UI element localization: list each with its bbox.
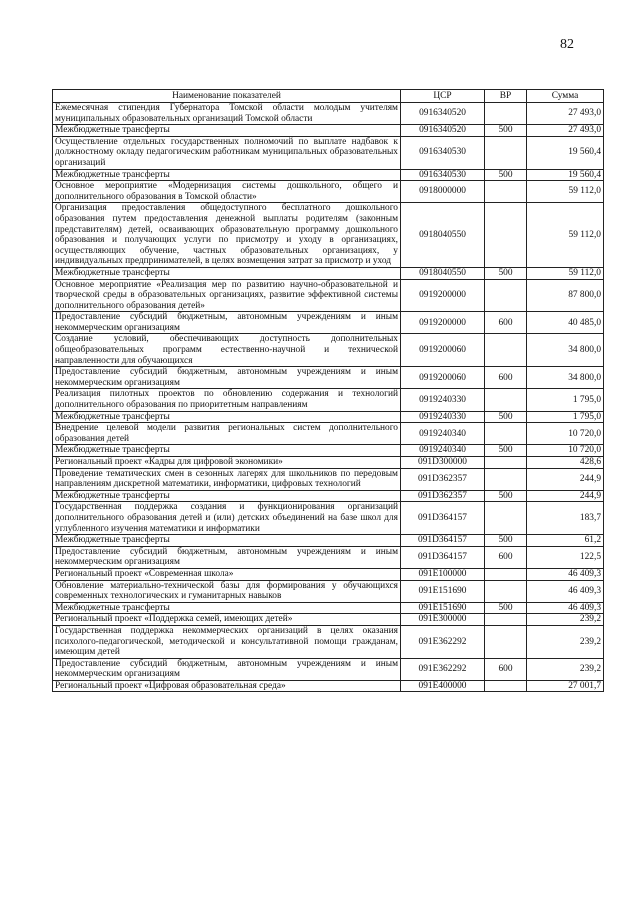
row-name: Предоставление субсидий бюджетным, автономным учреждениям и иным некоммерческим организациям xyxy=(53,367,401,389)
table-row xyxy=(53,279,604,312)
row-name: Обновление материально-технической базы для формирования у обучающихся современных технологических и гуманитарных навыков xyxy=(53,580,401,602)
table-row xyxy=(53,103,604,125)
row-vr-code xyxy=(485,502,527,535)
table-row xyxy=(53,169,604,181)
row-name: Межбюджетные трансферты xyxy=(53,490,401,502)
row-sum: 46 409,3 xyxy=(527,602,604,614)
row-sum: 27 493,0 xyxy=(527,103,604,125)
table-row xyxy=(53,625,604,658)
row-csr-code: 091E362292 xyxy=(401,658,485,680)
row-name: Межбюджетные трансферты xyxy=(53,169,401,181)
row-vr-code: 500 xyxy=(485,169,527,181)
table-row xyxy=(53,445,604,457)
table-row xyxy=(53,680,604,692)
table-row xyxy=(53,203,604,268)
row-sum: 61,2 xyxy=(527,535,604,547)
row-vr-code: 600 xyxy=(485,658,527,680)
row-csr-code: 0919240340 xyxy=(401,445,485,457)
row-name: Ежемесячная стипендия Губернатора Томской области молодым учителям муниципальных образовательных организаций Томской области xyxy=(53,103,401,125)
row-csr-code: 0918040550 xyxy=(401,267,485,279)
table-row xyxy=(53,546,604,568)
row-csr-code: 0919240340 xyxy=(401,423,485,445)
table-row xyxy=(53,457,604,469)
row-csr-code: 0918040550 xyxy=(401,203,485,268)
budget-table xyxy=(52,89,604,692)
row-vr-code xyxy=(485,136,527,169)
row-sum: 19 560,4 xyxy=(527,169,604,181)
row-csr-code: 091E300000 xyxy=(401,614,485,626)
row-csr-code: 091E151690 xyxy=(401,580,485,602)
header-name: Наименование показателей xyxy=(53,90,401,103)
row-vr-code xyxy=(485,468,527,490)
row-csr-code: 091D364157 xyxy=(401,546,485,568)
row-sum: 122,5 xyxy=(527,546,604,568)
table-row xyxy=(53,614,604,626)
row-sum: 183,7 xyxy=(527,502,604,535)
row-vr-code xyxy=(485,203,527,268)
row-vr-code xyxy=(485,279,527,312)
table-body xyxy=(53,103,604,692)
table-row xyxy=(53,181,604,203)
row-sum: 1 795,0 xyxy=(527,389,604,411)
row-sum: 239,2 xyxy=(527,614,604,626)
row-name: Региональный проект «Кадры для цифровой экономики» xyxy=(53,457,401,469)
row-vr-code xyxy=(485,389,527,411)
row-vr-code xyxy=(485,103,527,125)
row-csr-code: 0919200060 xyxy=(401,367,485,389)
row-sum: 40 485,0 xyxy=(527,312,604,334)
row-vr-code: 500 xyxy=(485,445,527,457)
row-vr-code xyxy=(485,580,527,602)
row-sum: 46 409,3 xyxy=(527,580,604,602)
row-sum: 19 560,4 xyxy=(527,136,604,169)
row-name: Межбюджетные трансферты xyxy=(53,535,401,547)
row-name: Предоставление субсидий бюджетным, автономным учреждениям и иным некоммерческим организациям xyxy=(53,658,401,680)
row-name: Предоставление субсидий бюджетным, автономным учреждениям и иным некоммерческим организациям xyxy=(53,312,401,334)
row-vr-code: 500 xyxy=(485,535,527,547)
row-vr-code: 600 xyxy=(485,367,527,389)
table-row xyxy=(53,423,604,445)
table-row xyxy=(53,411,604,423)
row-name: Осуществление отдельных государственных полномочий по выплате надбавок к должностному окладу педагогическим работникам муниципальных образовательных организаций xyxy=(53,136,401,169)
row-csr-code: 0919240330 xyxy=(401,389,485,411)
row-sum: 10 720,0 xyxy=(527,423,604,445)
table-row xyxy=(53,367,604,389)
table-row xyxy=(53,468,604,490)
row-vr-code: 500 xyxy=(485,411,527,423)
row-vr-code xyxy=(485,181,527,203)
row-name: Региональный проект «Современная школа» xyxy=(53,568,401,580)
table-row xyxy=(53,267,604,279)
row-sum: 27 001,7 xyxy=(527,680,604,692)
row-name: Реализация пилотных проектов по обновлению содержания и технологий дополнительного образования по приоритетным направлениям xyxy=(53,389,401,411)
table-row xyxy=(53,125,604,137)
row-csr-code: 091D362357 xyxy=(401,468,485,490)
row-csr-code: 0919200000 xyxy=(401,312,485,334)
header-csr: ЦСР xyxy=(401,90,485,103)
header-sum: Сумма xyxy=(527,90,604,103)
row-csr-code: 091E100000 xyxy=(401,568,485,580)
row-vr-code: 600 xyxy=(485,312,527,334)
row-csr-code: 0916340520 xyxy=(401,125,485,137)
row-name: Межбюджетные трансферты xyxy=(53,125,401,137)
row-name: Межбюджетные трансферты xyxy=(53,602,401,614)
header-vr: ВР xyxy=(485,90,527,103)
row-sum: 1 795,0 xyxy=(527,411,604,423)
table-row xyxy=(53,312,604,334)
row-name: Предоставление субсидий бюджетным, автономным учреждениям и иным некоммерческим организациям xyxy=(53,546,401,568)
row-sum: 10 720,0 xyxy=(527,445,604,457)
table-row xyxy=(53,490,604,502)
row-csr-code: 0916340530 xyxy=(401,169,485,181)
table-row xyxy=(53,136,604,169)
row-sum: 59 112,0 xyxy=(527,203,604,268)
row-name: Основное мероприятие «Реализация мер по развитию научно-образовательной и творческой среды в образовательных организациях, развитие эффективной системы дополнительного образования детей» xyxy=(53,279,401,312)
table-row xyxy=(53,334,604,367)
row-csr-code: 091E400000 xyxy=(401,680,485,692)
row-vr-code xyxy=(485,614,527,626)
row-vr-code: 500 xyxy=(485,267,527,279)
row-name: Межбюджетные трансферты xyxy=(53,411,401,423)
row-vr-code xyxy=(485,423,527,445)
row-name: Организация предоставления общедоступного бесплатного дошкольного образования путем предоставления денежной выплаты родителям (законным представителям) детей, осваивающих образовательную программу дошкольного образования и получающих услуги по присмотру и уходу в организациях, осуществляющих обучение, частных образовательных организациях, у индивидуальных предпринимателей, в целях возмещения затрат за присмотр и уход xyxy=(53,203,401,268)
row-name: Региональный проект «Поддержка семей, имеющих детей» xyxy=(53,614,401,626)
row-sum: 27 493,0 xyxy=(527,125,604,137)
table-row xyxy=(53,580,604,602)
row-csr-code: 091E151690 xyxy=(401,602,485,614)
row-csr-code: 0919200000 xyxy=(401,279,485,312)
table-row xyxy=(53,502,604,535)
row-sum: 46 409,3 xyxy=(527,568,604,580)
row-name: Проведение тематических смен в сезонных лагерях для школьников по передовым направлениям дискретной математики, информатики, цифровых технологий xyxy=(53,468,401,490)
row-name: Межбюджетные трансферты xyxy=(53,267,401,279)
row-name: Государственная поддержка некоммерческих организаций в целях оказания психолого-педагогической, методической и консультативной помощи гражданам, имеющим детей xyxy=(53,625,401,658)
row-name: Межбюджетные трансферты xyxy=(53,445,401,457)
table-row xyxy=(53,602,604,614)
row-sum: 239,2 xyxy=(527,625,604,658)
row-vr-code xyxy=(485,680,527,692)
row-sum: 34 800,0 xyxy=(527,334,604,367)
row-vr-code: 500 xyxy=(485,490,527,502)
row-csr-code: 0919200060 xyxy=(401,334,485,367)
row-csr-code: 091D364157 xyxy=(401,535,485,547)
row-csr-code: 0919240330 xyxy=(401,411,485,423)
row-name: Государственная поддержка создания и функционирования организаций дополнительного образования детей и (или) детских объединений на базе школ для углубленного изучения математики и информатики xyxy=(53,502,401,535)
row-csr-code: 091D300000 xyxy=(401,457,485,469)
row-sum: 244,9 xyxy=(527,468,604,490)
row-name: Региональный проект «Цифровая образовательная среда» xyxy=(53,680,401,692)
table-row xyxy=(53,389,604,411)
table-row xyxy=(53,568,604,580)
row-vr-code xyxy=(485,568,527,580)
row-sum: 87 800,0 xyxy=(527,279,604,312)
row-sum: 428,6 xyxy=(527,457,604,469)
table-header-row xyxy=(53,90,604,103)
row-csr-code: 0918000000 xyxy=(401,181,485,203)
row-vr-code: 500 xyxy=(485,602,527,614)
row-vr-code xyxy=(485,625,527,658)
table-row xyxy=(53,535,604,547)
row-name: Основное мероприятие «Модернизация системы дошкольного, общего и дополнительного образования в Томской области» xyxy=(53,181,401,203)
row-sum: 244,9 xyxy=(527,490,604,502)
row-vr-code: 500 xyxy=(485,125,527,137)
row-name: Внедрение целевой модели развития региональных систем дополнительного образования детей xyxy=(53,423,401,445)
table-row xyxy=(53,658,604,680)
row-vr-code xyxy=(485,334,527,367)
row-csr-code: 0916340530 xyxy=(401,136,485,169)
row-csr-code: 091E362292 xyxy=(401,625,485,658)
row-sum: 59 112,0 xyxy=(527,181,604,203)
row-csr-code: 091D364157 xyxy=(401,502,485,535)
row-csr-code: 091D362357 xyxy=(401,490,485,502)
row-sum: 34 800,0 xyxy=(527,367,604,389)
row-vr-code xyxy=(485,457,527,469)
row-sum: 59 112,0 xyxy=(527,267,604,279)
row-sum: 239,2 xyxy=(527,658,604,680)
row-csr-code: 0916340520 xyxy=(401,103,485,125)
row-vr-code: 600 xyxy=(485,546,527,568)
row-name: Создание условий, обеспечивающих доступность дополнительных общеобразовательных программ естественно-научной и технической направленности для обучающихся xyxy=(53,334,401,367)
page-number: 82 xyxy=(560,37,574,52)
